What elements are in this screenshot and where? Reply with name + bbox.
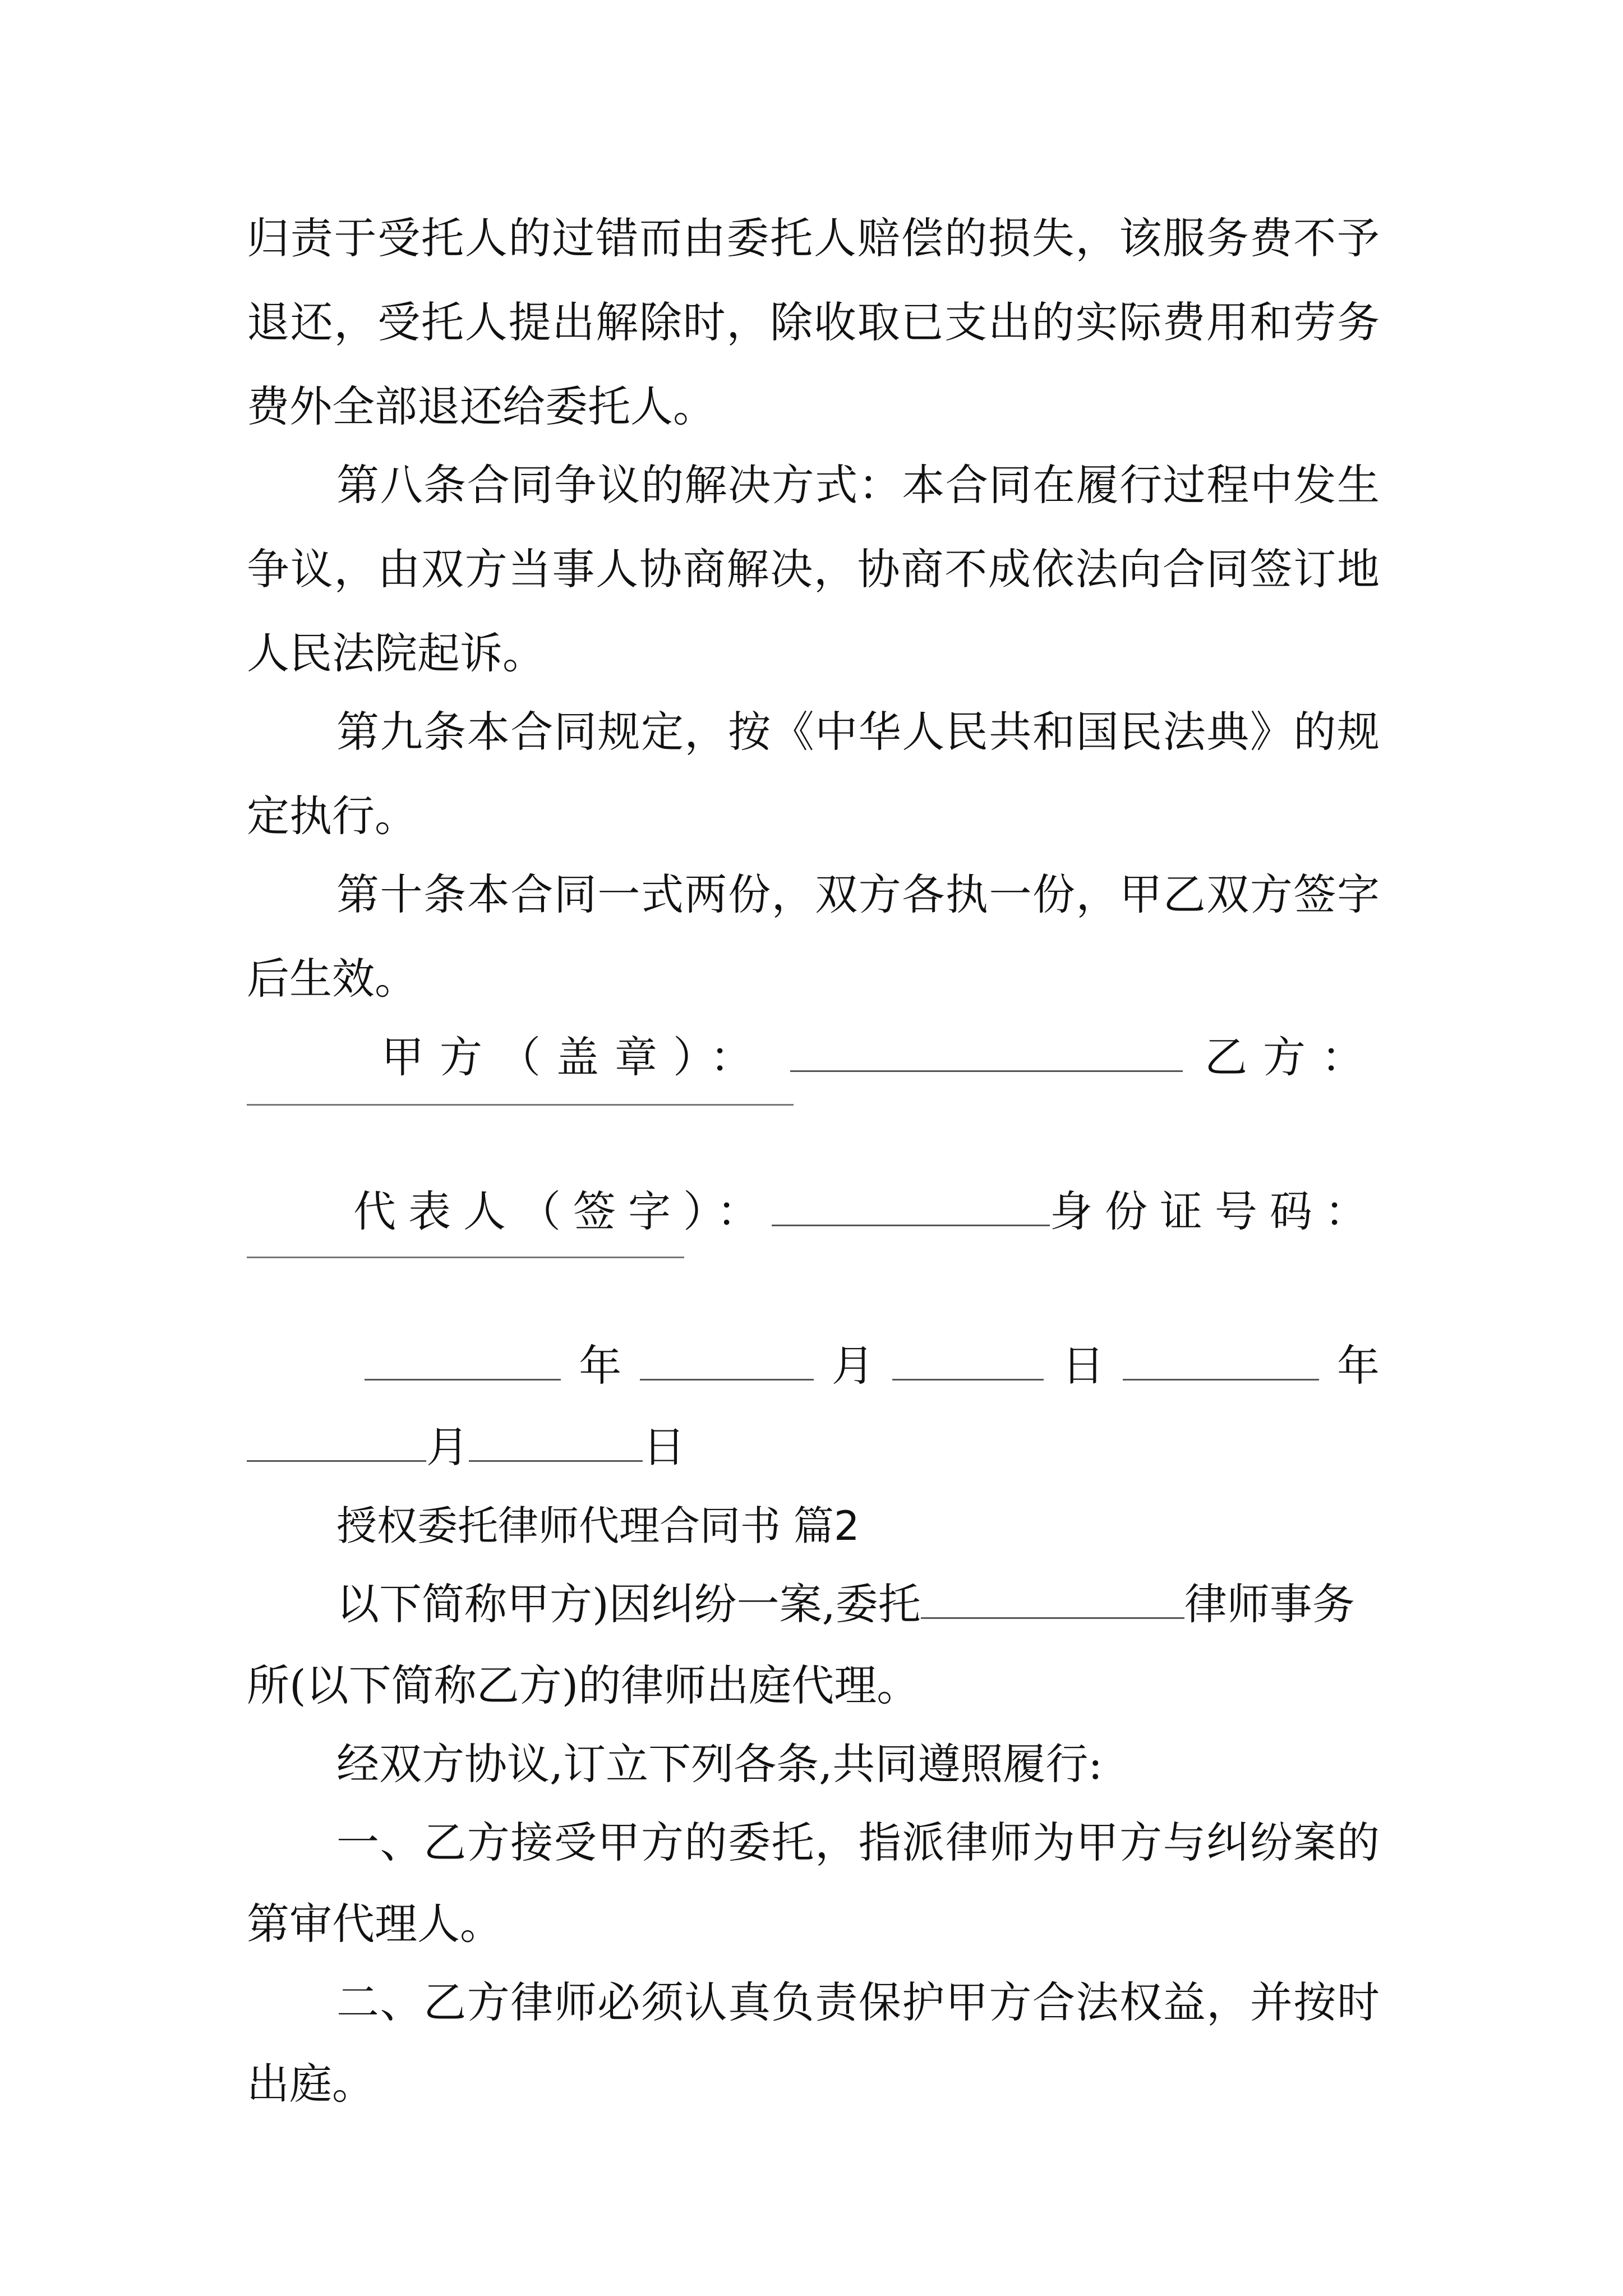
section-heading: 授权委托律师代理合同书 篇2 [336,1502,860,1549]
date-day-label-a: 日 [1062,1341,1105,1391]
date-row [365,1332,1380,1400]
section2-line-b: 律师事务 [1184,1579,1355,1629]
article-8-line: 第八条合同争议的解决方式：本合同在履行过程中发生 [336,460,1380,510]
clause-1-line: 一、乙方接受甲方的委托，指派律师为甲方与纠纷案的 [336,1818,1380,1867]
date-day-blank-b[interactable] [469,1415,643,1462]
article-9-line: 第九条本合同规定，按《中华人民共和国民法典》的规 [336,707,1380,757]
clause-2-line: 出庭。 [247,2059,375,2109]
section2-line-a: 以下简称甲方)因纠纷一案,委托 [336,1579,921,1629]
date-year-blank-a[interactable] [365,1334,561,1381]
id-number-blank[interactable] [247,1257,684,1258]
section2-line: 所(以下简称乙方)的律师出庭代理。 [247,1660,920,1710]
law-firm-blank[interactable] [921,1572,1184,1619]
article-8-line: 争议，由双方当事人协商解决，协商不成依法向合同签订地 [247,544,1380,594]
date-year-blank-b[interactable] [1123,1334,1319,1381]
section2-line [336,1571,1380,1638]
date-day-blank-a[interactable] [892,1334,1044,1381]
party-signature-row [381,1024,1380,1091]
representative-blank[interactable] [772,1180,1050,1226]
party-b-label: 乙方： [1205,1032,1380,1082]
date-day-label-b: 日 [643,1422,685,1472]
article-10-line: 第十条本合同一式两份，双方各执一份，甲乙双方签字 [336,869,1380,919]
article-10-line: 后生效。 [247,954,417,1004]
party-a-label: 甲方（盖章）： [381,1032,768,1082]
date-month-label-b: 月 [426,1422,469,1472]
paragraph-line: 费外全部退还给委托人。 [247,381,716,431]
clause-1-line: 第审代理人。 [247,1899,502,1949]
section2-line: 经双方协议,订立下列各条,共同遵照履行: [336,1739,1103,1789]
date-row-continued [247,1414,1380,1481]
clause-2-line: 二、乙方律师必须认真负责保护甲方合法权益，并按时 [336,1977,1380,2027]
date-month-label-a: 月 [831,1341,874,1391]
paragraph-line: 归责于受托人的过错而由委托人赔偿的损失，该服务费不予 [247,213,1380,263]
representative-label: 代表人（签字）： [353,1186,772,1236]
paragraph-line: 退还，受托人提出解除时，除收取已支出的实际费用和劳务 [247,297,1380,347]
party-b-blank[interactable] [247,1104,794,1106]
date-month-blank-a[interactable] [640,1334,814,1381]
article-9-line: 定执行。 [247,791,417,841]
id-number-label: 身份证号码： [1050,1186,1380,1236]
article-8-line: 人民法院起诉。 [247,628,545,678]
date-year-label-a: 年 [579,1341,622,1391]
representative-row [353,1178,1380,1245]
date-month-blank-b[interactable] [247,1415,426,1462]
date-year-label-b: 年 [1336,1341,1380,1391]
party-a-blank[interactable] [790,1025,1183,1072]
